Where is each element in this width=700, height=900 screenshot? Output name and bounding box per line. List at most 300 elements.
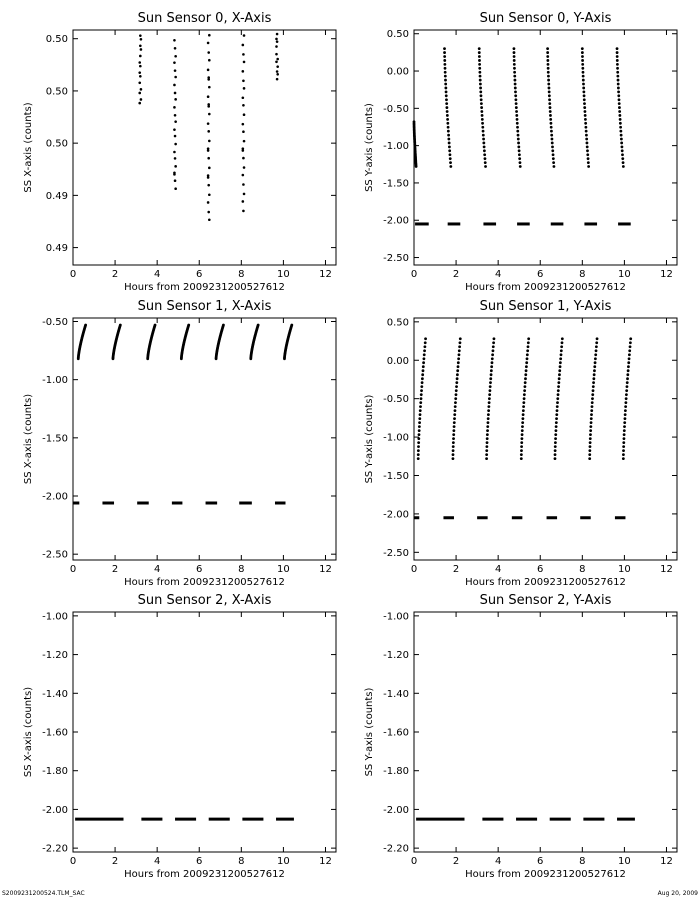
data-point: [489, 377, 492, 380]
data-point: [458, 353, 461, 356]
x-tick-label: 2: [452, 269, 460, 280]
data-point: [617, 79, 620, 82]
y-tick-label: -2.00: [42, 804, 68, 816]
data-point: [480, 98, 483, 101]
plot-frame-4: [73, 612, 336, 852]
x-axis-label-5: Hours from 2009231200527612: [465, 869, 626, 880]
y-tick-label: -2.00: [383, 804, 409, 816]
data-point: [174, 114, 177, 117]
data-point: [207, 103, 210, 106]
data-point: [594, 353, 597, 356]
data-point: [421, 373, 424, 376]
data-point: [513, 67, 516, 70]
data-point: [590, 409, 593, 412]
data-point: [275, 53, 278, 56]
data-point: [526, 357, 529, 360]
data-point: [514, 90, 517, 93]
data-point: [626, 377, 629, 380]
y-tick-label: -1.20: [42, 650, 68, 662]
data-point: [242, 44, 245, 47]
data-point: [443, 59, 446, 62]
y-tick-label: 0.00: [386, 355, 409, 367]
data-point: [488, 397, 491, 400]
data-point: [558, 377, 561, 380]
data-point: [617, 90, 620, 93]
data-point: [418, 433, 421, 436]
data-point: [242, 174, 245, 177]
x-tick-label: 0: [410, 269, 418, 280]
data-point: [173, 151, 176, 154]
data-point: [242, 157, 245, 160]
data-point: [485, 445, 488, 448]
data-point: [457, 361, 460, 364]
data-point: [447, 138, 450, 141]
data-point: [243, 166, 246, 169]
data-point: [526, 353, 529, 356]
data-point: [174, 92, 177, 95]
x-tick-label: 12: [319, 856, 332, 867]
data-point: [589, 425, 592, 428]
data-point: [616, 63, 619, 66]
data-point: [522, 413, 525, 416]
data-point: [513, 51, 516, 54]
data-point: [554, 433, 557, 436]
data-point: [449, 161, 452, 164]
data-point: [139, 34, 142, 37]
data-point: [618, 102, 621, 105]
data-point: [208, 34, 211, 37]
data-point: [623, 433, 626, 436]
data-point: [243, 34, 246, 37]
x-tick-label: 8: [579, 564, 586, 575]
data-point: [556, 397, 559, 400]
data-point: [174, 98, 177, 101]
y-tick-label: 0.50: [45, 86, 68, 98]
data-point: [454, 405, 457, 408]
data-point: [417, 441, 420, 444]
data-point: [616, 75, 619, 78]
data-point: [521, 433, 524, 436]
data-point: [446, 110, 449, 113]
data-point: [154, 324, 157, 327]
x-tick-label: 10: [618, 564, 631, 575]
data-point: [207, 42, 210, 45]
data-point: [485, 457, 488, 460]
data-point: [420, 385, 423, 388]
data-point: [559, 365, 562, 368]
data-point: [555, 421, 558, 424]
plot-frame-1: [414, 30, 677, 265]
data-point: [547, 79, 550, 82]
data-point: [620, 134, 623, 137]
y-tick-label: -0.50: [42, 316, 68, 328]
x-tick-label: 4: [494, 564, 502, 575]
data-point: [584, 110, 587, 113]
data-point: [515, 102, 518, 105]
data-point: [480, 102, 483, 105]
data-point: [551, 138, 554, 141]
data-point: [174, 187, 177, 190]
data-point: [242, 147, 245, 150]
data-point: [549, 110, 552, 113]
data-point: [557, 385, 560, 388]
data-point: [478, 67, 481, 70]
data-point: [551, 149, 554, 152]
chart-title-1: Sun Sensor 0, Y-Axis: [479, 11, 612, 26]
data-point: [624, 405, 627, 408]
data-point: [444, 75, 447, 78]
y-tick-label: -1.80: [42, 766, 68, 778]
data-point: [276, 70, 279, 73]
data-point: [517, 142, 520, 145]
data-point: [456, 369, 459, 372]
data-point: [173, 171, 176, 174]
x-tick-label: 4: [153, 564, 161, 575]
data-point: [521, 421, 524, 424]
data-point: [480, 106, 483, 109]
data-point: [616, 47, 619, 50]
data-point: [482, 130, 485, 133]
data-point: [591, 405, 594, 408]
data-point: [622, 457, 625, 460]
data-point: [208, 218, 211, 221]
footer-date: Aug 20, 2009: [657, 890, 698, 897]
data-point: [419, 405, 422, 408]
data-point: [591, 393, 594, 396]
data-point: [549, 106, 552, 109]
data-point: [493, 337, 496, 340]
data-point: [581, 55, 584, 58]
data-point: [446, 122, 449, 125]
data-point: [621, 153, 624, 156]
data-point: [242, 123, 245, 126]
data-point: [554, 437, 557, 440]
data-point: [222, 324, 225, 327]
data-point: [485, 449, 488, 452]
data-point: [424, 337, 427, 340]
data-point: [629, 345, 632, 348]
data-point: [559, 361, 562, 364]
data-point: [518, 149, 521, 152]
data-point: [242, 70, 245, 73]
data-point: [448, 142, 451, 145]
data-point: [424, 341, 427, 344]
data-point: [582, 87, 585, 90]
y-tick-label: 0.50: [386, 317, 409, 329]
data-point: [173, 61, 176, 64]
x-axis-label-4: Hours from 2009231200527612: [124, 869, 285, 880]
data-point: [589, 445, 592, 448]
data-point: [616, 59, 619, 62]
data-point: [584, 122, 587, 125]
data-point: [174, 76, 177, 79]
data-point: [557, 389, 560, 392]
data-point: [174, 69, 177, 72]
x-tick-label: 10: [618, 269, 631, 280]
data-point: [243, 193, 246, 196]
data-point: [516, 118, 519, 121]
data-point: [140, 38, 143, 41]
data-point: [546, 55, 549, 58]
data-point: [479, 75, 482, 78]
data-point: [452, 433, 455, 436]
x-axis-label-2: Hours from 2009231200527612: [124, 577, 285, 588]
data-point: [479, 83, 482, 86]
data-point: [489, 389, 492, 392]
data-point: [489, 381, 492, 384]
y-tick-label: 0.00: [386, 66, 409, 78]
data-point: [620, 142, 623, 145]
x-tick-label: 4: [153, 856, 161, 867]
x-tick-label: 12: [319, 564, 332, 575]
data-point: [208, 140, 211, 143]
data-point: [592, 385, 595, 388]
data-point: [561, 341, 564, 344]
y-tick-label: -1.50: [383, 178, 409, 190]
data-point: [478, 55, 481, 58]
data-point: [174, 143, 177, 146]
data-point: [140, 88, 143, 91]
x-tick-label: 12: [660, 269, 673, 280]
data-point: [586, 142, 589, 145]
y-tick-label: 0.49: [45, 243, 68, 255]
plot-frame-5: [414, 612, 677, 852]
data-point: [592, 381, 595, 384]
data-point: [482, 134, 485, 137]
x-tick-label: 0: [69, 269, 77, 280]
data-point: [581, 47, 584, 50]
data-point: [555, 413, 558, 416]
data-point: [593, 373, 596, 376]
data-point: [527, 341, 530, 344]
data-point: [560, 353, 563, 356]
data-point: [547, 75, 550, 78]
data-point: [242, 130, 245, 133]
data-point: [520, 441, 523, 444]
y-tick-label: -1.00: [383, 432, 409, 444]
data-point: [623, 421, 626, 424]
x-axis-label-1: Hours from 2009231200527612: [465, 282, 626, 293]
data-point: [623, 437, 626, 440]
x-tick-label: 8: [579, 856, 586, 867]
data-point: [589, 433, 592, 436]
x-tick-label: 12: [319, 269, 332, 280]
data-point: [519, 165, 522, 168]
data-point: [516, 130, 519, 133]
y-tick-label: -2.50: [383, 547, 409, 559]
y-axis-label-0: SS X-axis (counts): [23, 102, 34, 193]
data-point: [626, 381, 629, 384]
data-point: [624, 401, 627, 404]
data-point: [517, 134, 520, 137]
data-point: [588, 449, 591, 452]
data-point: [276, 58, 279, 61]
x-tick-label: 6: [537, 269, 544, 280]
data-point: [138, 102, 141, 105]
data-point: [452, 429, 455, 432]
data-point: [589, 441, 592, 444]
data-point: [550, 126, 553, 129]
data-point: [453, 417, 456, 420]
data-point: [491, 357, 494, 360]
y-tick-label: -1.80: [383, 766, 409, 778]
data-point: [616, 51, 619, 54]
chart-title-4: Sun Sensor 2, X-Axis: [137, 593, 272, 608]
data-point: [207, 76, 210, 79]
data-point: [551, 145, 554, 148]
data-point: [516, 122, 519, 125]
data-point: [453, 421, 456, 424]
data-point: [455, 389, 458, 392]
data-point: [556, 405, 559, 408]
data-point: [488, 393, 491, 396]
data-point: [443, 51, 446, 54]
data-point: [481, 126, 484, 129]
x-tick-label: 12: [660, 856, 673, 867]
data-point: [619, 130, 622, 133]
chart-title-5: Sun Sensor 2, Y-Axis: [479, 593, 612, 608]
data-point: [515, 114, 518, 117]
data-point: [520, 457, 523, 460]
data-point: [208, 59, 211, 62]
data-point: [459, 341, 462, 344]
data-point: [513, 55, 516, 58]
data-point: [174, 157, 177, 160]
y-tick-label: -2.50: [383, 253, 409, 265]
y-tick-label: -1.50: [42, 433, 68, 445]
data-point: [557, 381, 560, 384]
data-point: [418, 421, 421, 424]
data-point: [207, 130, 210, 133]
data-point: [492, 345, 495, 348]
data-point: [627, 361, 630, 364]
data-point: [520, 449, 523, 452]
data-point: [423, 345, 426, 348]
data-point: [616, 55, 619, 58]
data-point: [449, 165, 452, 168]
data-point: [444, 87, 447, 90]
data-point: [582, 75, 585, 78]
data-point: [482, 142, 485, 145]
data-point: [487, 405, 490, 408]
data-point: [483, 145, 486, 148]
data-point: [479, 87, 482, 90]
data-point: [418, 417, 421, 420]
data-point: [459, 337, 462, 340]
data-point: [522, 405, 525, 408]
data-point: [622, 453, 625, 456]
data-point: [555, 429, 558, 432]
data-point: [593, 365, 596, 368]
data-point: [586, 145, 589, 148]
data-point: [449, 157, 452, 160]
data-point: [626, 385, 629, 388]
data-point: [514, 87, 517, 90]
data-point: [452, 437, 455, 440]
data-point: [589, 437, 592, 440]
data-point: [453, 413, 456, 416]
y-tick-label: -1.20: [383, 650, 409, 662]
data-point: [455, 393, 458, 396]
y-axis-label-1: SS Y-axis (counts): [364, 103, 375, 192]
data-point: [548, 87, 551, 90]
data-point: [591, 401, 594, 404]
data-point: [619, 122, 622, 125]
data-point: [208, 167, 211, 170]
data-point: [555, 417, 558, 420]
data-point: [591, 397, 594, 400]
data-point: [138, 92, 141, 95]
y-tick-label: -2.20: [383, 843, 409, 855]
data-point: [492, 349, 495, 352]
data-point: [550, 134, 553, 137]
data-point: [173, 84, 176, 87]
data-point: [584, 126, 587, 129]
data-point: [594, 357, 597, 360]
x-tick-label: 8: [238, 564, 245, 575]
data-point: [479, 79, 482, 82]
data-point: [455, 385, 458, 388]
data-point: [623, 429, 626, 432]
data-point: [207, 201, 210, 204]
data-point: [624, 409, 627, 412]
data-point: [554, 449, 557, 452]
y-axis-label-5: SS Y-axis (counts): [364, 687, 375, 777]
data-point: [549, 118, 552, 121]
data-point: [207, 174, 210, 177]
data-point: [523, 397, 526, 400]
data-point: [447, 130, 450, 133]
data-point: [527, 345, 530, 348]
data-point: [491, 353, 494, 356]
data-point: [546, 51, 549, 54]
data-point: [422, 369, 425, 372]
data-point: [549, 114, 552, 117]
y-tick-label: -2.00: [383, 215, 409, 227]
data-point: [547, 83, 550, 86]
data-point: [587, 165, 590, 168]
data-point: [596, 337, 599, 340]
data-point: [174, 55, 177, 58]
data-point: [618, 106, 621, 109]
data-point: [622, 441, 625, 444]
y-tick-label: -2.50: [42, 549, 68, 561]
data-point: [524, 373, 527, 376]
data-point: [478, 51, 481, 54]
data-point: [595, 341, 598, 344]
data-point: [445, 106, 448, 109]
data-point: [275, 60, 278, 63]
data-point: [617, 87, 620, 90]
y-tick-label: -1.60: [42, 727, 68, 739]
data-point: [517, 145, 520, 148]
data-point: [519, 161, 522, 164]
data-point: [625, 393, 628, 396]
data-point: [581, 51, 584, 54]
data-point: [454, 409, 457, 412]
data-point: [257, 324, 260, 327]
data-point: [486, 437, 489, 440]
data-point: [554, 453, 557, 456]
data-point: [622, 161, 625, 164]
data-point: [207, 95, 210, 98]
data-point: [420, 397, 423, 400]
data-point: [454, 401, 457, 404]
data-point: [443, 55, 446, 58]
data-point: [487, 413, 490, 416]
data-point: [174, 165, 177, 168]
data-point: [556, 401, 559, 404]
